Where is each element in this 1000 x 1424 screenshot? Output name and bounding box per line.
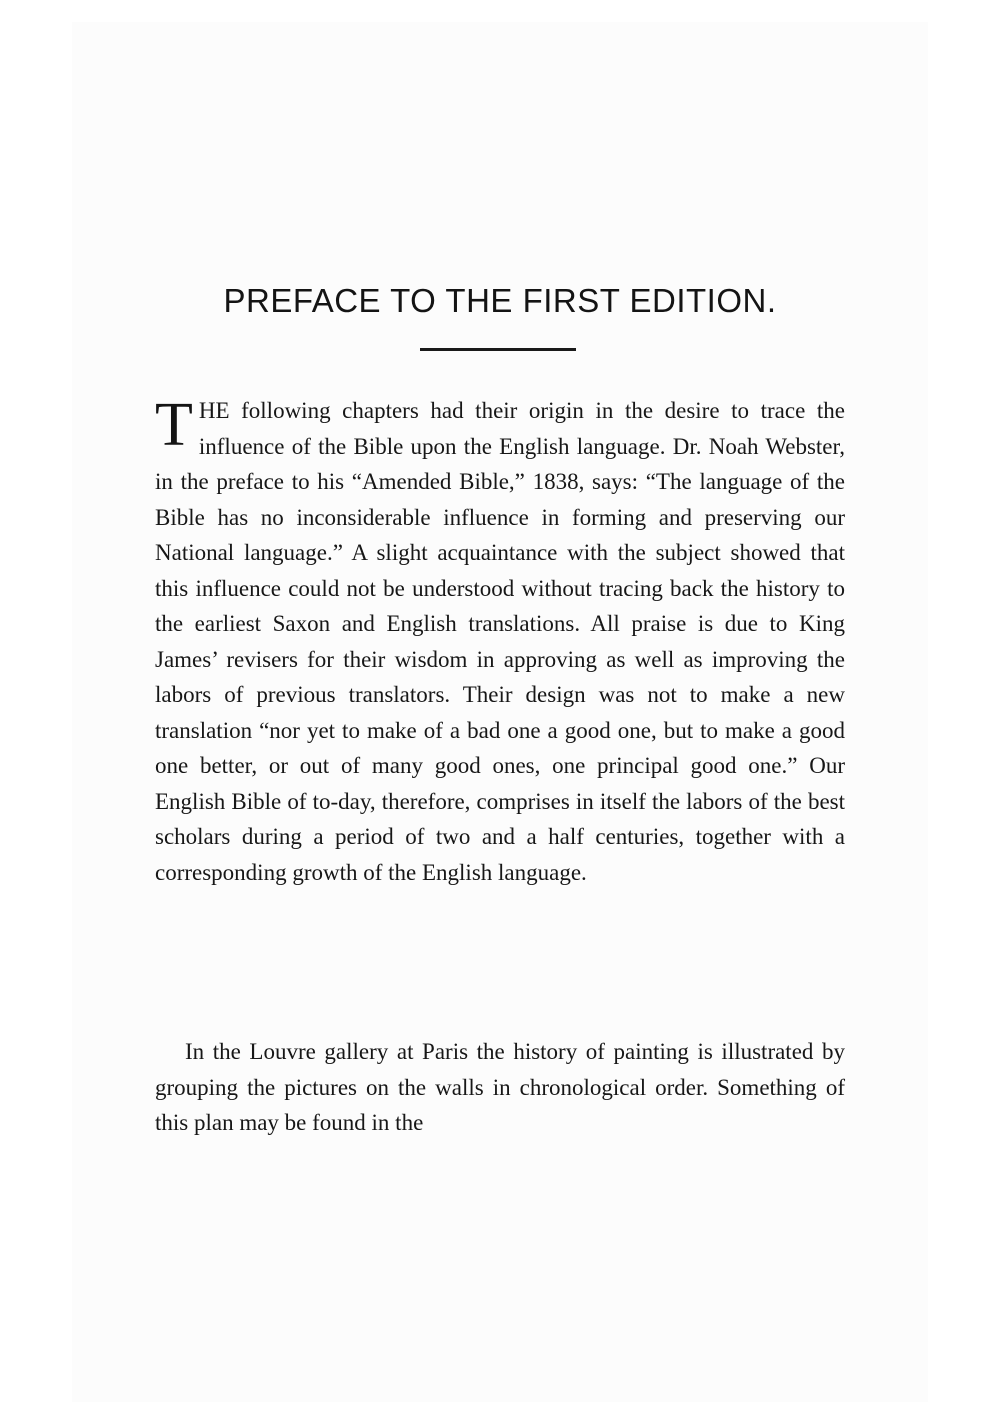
paragraph-1-text: HE following chapters had their origin in the desire to trace the influence of the Bible upon the English language. Dr. Noah Webster, in the preface to his “Amended Bible,” 1838, says: “The language of the Bible has no inconsiderable influence in forming and preserving our National language.” A slight acquaintance with the subject showed that this influence could not be understood without tracing back the history to the earliest Saxon and English translations. All praise is due to King James’ revisers for their wisdom in approving as well as improving the labors of previous translators. Their design was not to make a new translation “nor yet to make of a bad one a good one, but to make a good one better, or out of many good ones, one principal good one.” Our English Bible of to-day, therefore, comprises in itself the labors of the best scholars during a period of two and a half centuries, together with a corresponding growth of the English language.	[155, 398, 845, 885]
paragraph-2-text: In the Louvre gallery at Paris the history of painting is illustrated by grouping the pictures on the walls in chronological order. Something of this plan may be found in the	[155, 1039, 845, 1135]
page-title: PREFACE TO THE FIRST EDITION.	[223, 282, 777, 319]
paragraph-1	[155, 393, 845, 890]
drop-cap: T	[155, 391, 193, 459]
title-divider	[420, 348, 576, 351]
paragraph-2	[155, 1034, 845, 1141]
